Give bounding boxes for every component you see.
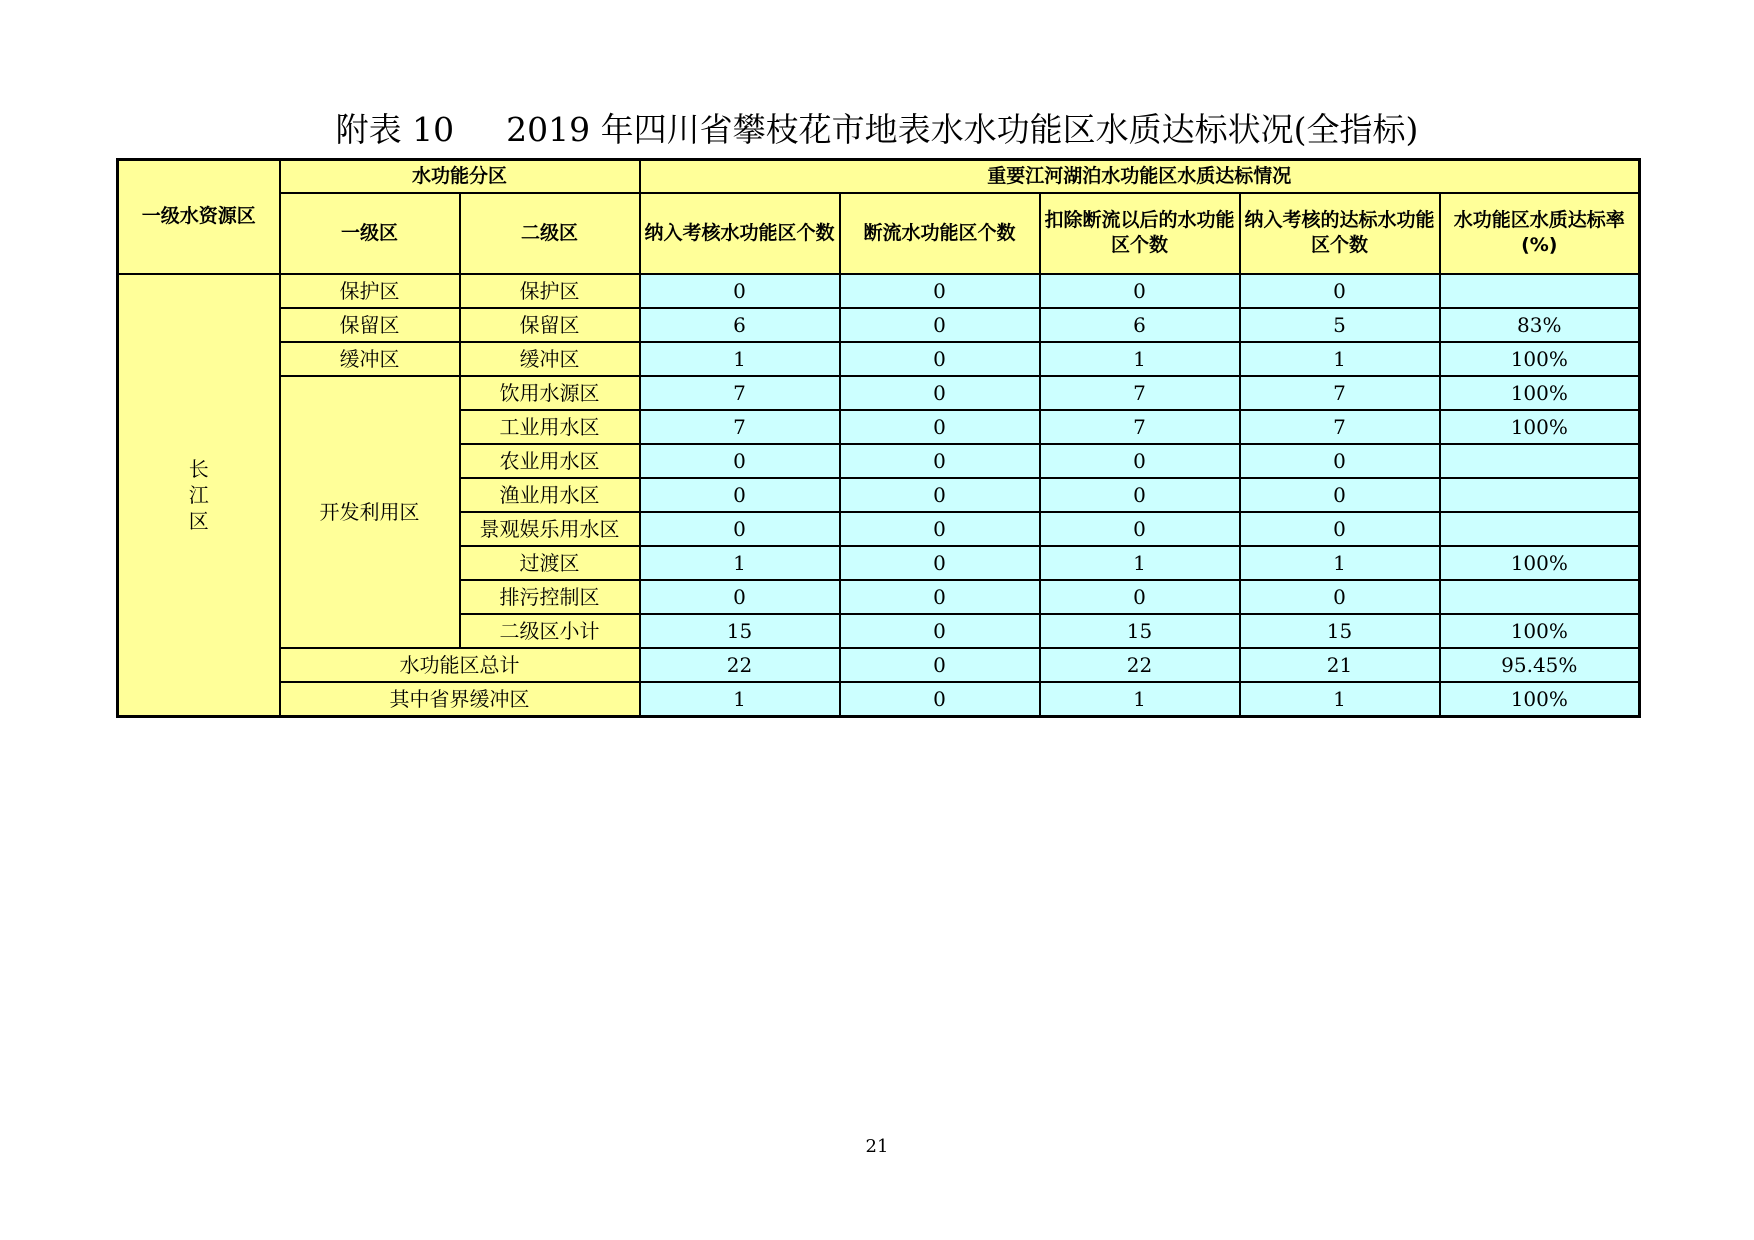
total-row [118,648,1640,682]
level2-cell: 工业用水区 [460,410,640,444]
assessed-cell: 0 [640,274,840,308]
assessed-cell: 1 [640,342,840,376]
after-dry-cell: 1 [1040,342,1240,376]
level2-cell: 排污控制区 [460,580,640,614]
compliant-cell: 7 [1240,376,1440,410]
dry-cell: 0 [840,580,1040,614]
rate-cell [1440,580,1640,614]
level1-cell: 保留区 [280,308,460,342]
compliant-cell: 1 [1240,342,1440,376]
header-compliant-count: 纳入考核的达标水功能区个数 [1240,193,1440,274]
resource-area-cell [118,274,280,717]
header-level1: 一级区 [280,193,460,274]
level1-cell: 保护区 [280,274,460,308]
dry-cell: 0 [840,342,1040,376]
level2-cell: 农业用水区 [460,444,640,478]
assessed-cell: 7 [640,376,840,410]
rate-cell: 100% [1440,682,1640,717]
after-dry-cell: 0 [1040,274,1240,308]
rate-cell: 95.45% [1440,648,1640,682]
dry-cell: 0 [840,274,1040,308]
dry-cell: 0 [840,682,1040,717]
header-assessed-count: 纳入考核水功能区个数 [640,193,840,274]
after-dry-cell: 0 [1040,512,1240,546]
header-compliance-rate: 水功能区水质达标率(%) [1440,193,1640,274]
level2-cell: 景观娱乐用水区 [460,512,640,546]
level2-cell: 渔业用水区 [460,478,640,512]
assessed-cell: 1 [640,546,840,580]
buffer-label-cell: 其中省界缓冲区 [280,682,640,717]
assessed-cell: 0 [640,478,840,512]
table-row [118,376,1640,410]
assessed-cell: 0 [640,580,840,614]
rate-cell [1440,444,1640,478]
level2-cell: 保留区 [460,308,640,342]
level2-cell: 二级区小计 [460,614,640,648]
compliant-cell: 15 [1240,614,1440,648]
table-row [118,308,1640,342]
rate-cell: 100% [1440,614,1640,648]
level2-cell: 饮用水源区 [460,376,640,410]
level2-cell: 过渡区 [460,546,640,580]
after-dry-cell: 7 [1040,410,1240,444]
compliant-cell: 1 [1240,682,1440,717]
assessed-cell: 7 [640,410,840,444]
title-main: 2019 年四川省攀枝花市地表水水功能区水质达标状况(全指标) [506,110,1419,149]
rate-cell: 83% [1440,308,1640,342]
header-dry-count: 断流水功能区个数 [840,193,1040,274]
title-prefix: 附表 10 [335,110,455,149]
rate-cell: 100% [1440,376,1640,410]
compliant-cell: 0 [1240,580,1440,614]
after-dry-cell: 6 [1040,308,1240,342]
rate-cell: 100% [1440,342,1640,376]
after-dry-cell: 22 [1040,648,1240,682]
after-dry-cell: 15 [1040,614,1240,648]
page-number: 21 [865,1136,889,1157]
compliance-table [116,158,1641,718]
assessed-cell: 0 [640,512,840,546]
compliant-cell: 0 [1240,274,1440,308]
compliant-cell: 1 [1240,546,1440,580]
dry-cell: 0 [840,512,1040,546]
after-dry-cell: 1 [1040,682,1240,717]
compliant-cell: 7 [1240,410,1440,444]
rate-cell [1440,274,1640,308]
dry-cell: 0 [840,648,1040,682]
compliant-cell: 0 [1240,478,1440,512]
after-dry-cell: 1 [1040,546,1240,580]
resource-area-label: 长江区 [188,456,209,533]
rate-cell: 100% [1440,546,1640,580]
after-dry-cell: 7 [1040,376,1240,410]
buffer-row [118,682,1640,717]
table-row [118,274,1640,308]
dry-cell: 0 [840,614,1040,648]
assessed-cell: 1 [640,682,840,717]
dry-cell: 0 [840,410,1040,444]
header-after-dry-count: 扣除断流以后的水功能区个数 [1040,193,1240,274]
after-dry-cell: 0 [1040,478,1240,512]
level2-cell: 缓冲区 [460,342,640,376]
dry-cell: 0 [840,546,1040,580]
dry-cell: 0 [840,308,1040,342]
page-title [0,108,1754,152]
dry-cell: 0 [840,376,1040,410]
table-row [118,342,1640,376]
rate-cell [1440,478,1640,512]
compliant-cell: 0 [1240,444,1440,478]
compliant-cell: 0 [1240,512,1440,546]
header-level2: 二级区 [460,193,640,274]
header-compliance-group: 重要江河湖泊水功能区水质达标情况 [640,160,1640,193]
dry-cell: 0 [840,444,1040,478]
compliant-cell: 21 [1240,648,1440,682]
assessed-cell: 6 [640,308,840,342]
dry-cell: 0 [840,478,1040,512]
level2-cell: 保护区 [460,274,640,308]
total-label-cell: 水功能区总计 [280,648,640,682]
compliant-cell: 5 [1240,308,1440,342]
rate-cell [1440,512,1640,546]
assessed-cell: 0 [640,444,840,478]
dev-zone-cell: 开发利用区 [280,376,460,648]
rate-cell: 100% [1440,410,1640,444]
header-function-zone: 水功能分区 [280,160,640,193]
assessed-cell: 15 [640,614,840,648]
header-resource-area: 一级水资源区 [118,160,280,274]
level1-cell: 缓冲区 [280,342,460,376]
after-dry-cell: 0 [1040,444,1240,478]
after-dry-cell: 0 [1040,580,1240,614]
assessed-cell: 22 [640,648,840,682]
